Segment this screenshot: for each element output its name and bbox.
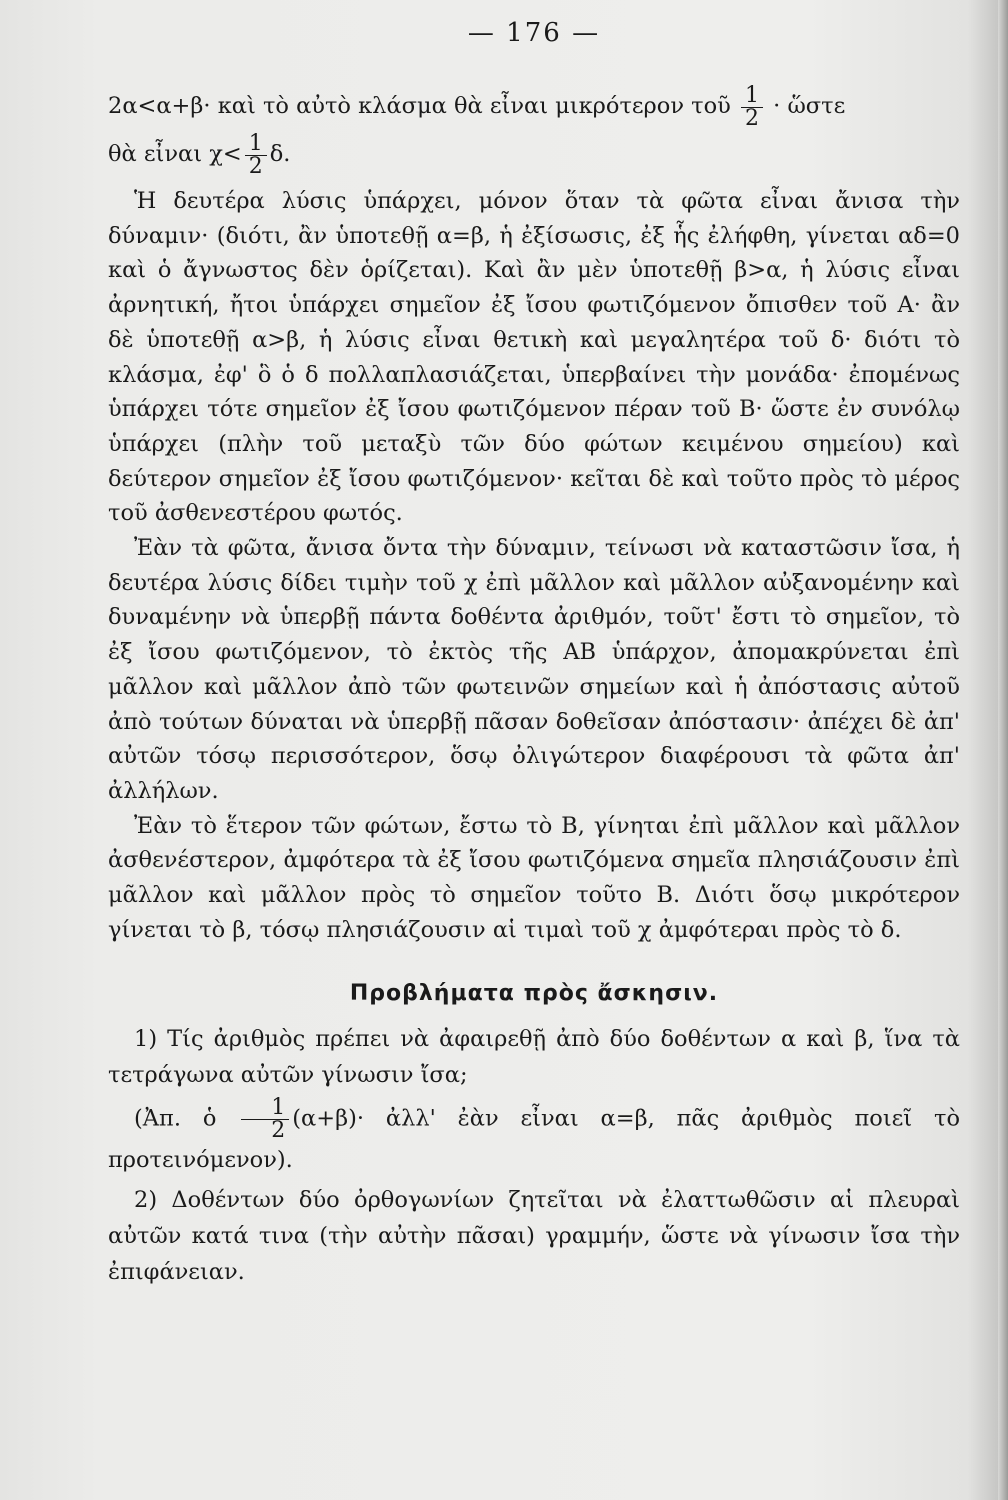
line1-end: · ὥστε	[773, 93, 846, 119]
fraction-one-half	[245, 130, 267, 179]
paragraph-weaker-light: Ἐὰν τὸ ἕτερον τῶν φώτων, ἔστω τὸ Β, γίνηται ἐπὶ μᾶλλον καὶ μᾶλλον ἀσθενέστερον, ἀμφότερα τὰ ἐξ ἴσου φωτιζόμενα σημεῖα πλησιάζουσιν ἐπὶ μᾶλλον καὶ μᾶλλον πρὸς τὸ σημεῖον τοῦτο Β. Διότι ὅσῳ μικρότερον γίνεται τὸ β, τόσῳ πλησιάζουσιν αἱ τιμαὶ τοῦ χ ἀμφότεραι πρὸς τὸ δ.	[108, 812, 960, 943]
fraction-numerator: 1	[245, 133, 267, 156]
fraction-numerator: 1	[741, 85, 763, 108]
answer-pre: (Ἀπ. ὁ	[134, 1105, 217, 1132]
problem-1-question: 1) Τίς ἀριθμὸς πρέπει νὰ ἀφαιρεθῇ ἀπὸ δύο δοθέντων α καὶ β, ἵνα τὰ τετράγωνα αὐτῶν γίνωσιν ἴσα;	[108, 1026, 960, 1089]
page-number: — 176 —	[467, 18, 601, 48]
fraction-one-half	[741, 82, 763, 131]
formula-line-2	[108, 130, 960, 178]
fraction-denominator: 2	[745, 105, 759, 131]
line1-text: 2α<α+β· καὶ τὸ αὐτὸ κλάσμα θὰ εἶναι μικρότερον τοῦ	[108, 93, 731, 119]
line2-post: δ.	[269, 141, 291, 167]
answer-post: (α+β)· ἀλλ' ἐὰν εἶναι α=β, πᾶς ἀριθμὸς ποιεῖ τὸ προτεινόμενον).	[108, 1105, 960, 1174]
fraction-denominator: 2	[271, 1118, 286, 1144]
fraction-one-half	[241, 1097, 289, 1142]
problem-2: 2) Δοθέντων δύο ὀρθογωνίων ζητεῖται νὰ ἐλαττωθῶσιν αἱ πλευραὶ αὐτῶν κατά τινα (τὴν αὐτὴν πᾶσαι) γραμμήν, ὥστε νὰ γίνωσιν ἴσα τὴν ἐπιφάνειαν.	[108, 1187, 960, 1286]
paragraph-unequal-lights: Ἐὰν τὰ φῶτα, ἄνισα ὄντα τὴν δύναμιν, τείνωσι νὰ καταστῶσιν ἴσα, ἡ δευτέρα λύσις δίδει τιμὴν τοῦ χ ἐπὶ μᾶλλον καὶ μᾶλλον αὐξανομένην καὶ δυναμένην νὰ ὑπερβῇ πάντα δοθέντα ἀριθμόν, τοῦτ' ἔστι τὸ σημεῖον, τὸ ἐξ ἴσου φωτιζόμενον, τὸ ἐκτὸς τῆς ΑΒ ὑπάρχον, ἀπομακρύνεται ἐπὶ μᾶλλον καὶ μᾶλλον ἀπὸ τῶν φωτεινῶν σημείων καὶ ἡ ἀπόστασις αὐτοῦ ἀπὸ τούτων δύναται νὰ ὑπερβῇ πᾶσαν δοθεῖσαν ἀπόστασιν· ἀπέχει δὲ ἀπ' αὐτῶν τόσῳ περισσότερον, ὅσῳ ὀλιγώτερον διαφέρουσι τὰ φῶτα ἀπ' ἀλλήλων.	[108, 535, 960, 804]
problem-1-answer	[108, 1097, 960, 1178]
fraction-numerator: 1	[241, 1097, 289, 1120]
section-heading: Προβλήματα πρὸς ἄσκησιν.	[349, 981, 719, 1007]
formula-line-1	[108, 82, 960, 130]
page-edge-shadow	[998, 0, 1008, 1500]
line2-pre: θὰ εἶναι χ<	[108, 141, 242, 167]
paragraph-second-solution: Ἡ δευτέρα λύσις ὑπάρχει, μόνον ὅταν τὰ φῶτα εἶναι ἄνισα τὴν δύναμιν· (διότι, ἂν ὑποτεθῇ α=β, ἡ ἐξίσωσις, ἐξ ἧς ἐλήφθη, γίνεται αδ=0 καὶ ὁ ἄγνωστος δὲν ὁρίζεται). Καὶ ἂν μὲν ὑποτεθῇ β>α, ἡ λύσις εἶναι ἀρνητική, ἤτοι ὑπάρχει σημεῖον ἐξ ἴσου φωτιζόμενον ὄπισθεν τοῦ Α· ἂν δὲ ὑποτεθῇ α>β, ἡ λύσις εἶναι θετικὴ καὶ μεγαλητέρα τοῦ δ· διότι τὸ κλάσμα, ἐφ' ὃ ὁ δ πολλαπλασιάζεται, ὑπερβαίνει τὴν μονάδα· ἐπομένως ὑπάρχει τότε σημεῖον ἐξ ἴσου φωτιζόμενον πέραν τοῦ Β· ὥστε ἐν συνόλῳ ὑπάρχει (πλὴν τοῦ μεταξὺ τῶν δύο φώτων κειμένου σημείου) καὶ δεύτερον σημεῖον ἐξ ἴσου φωτιζόμενον· κεῖται δὲ καὶ τοῦτο πρὸς τὸ μέρος τοῦ ἀσθενεστέρου φωτός.	[108, 188, 960, 527]
fraction-denominator: 2	[248, 153, 263, 179]
